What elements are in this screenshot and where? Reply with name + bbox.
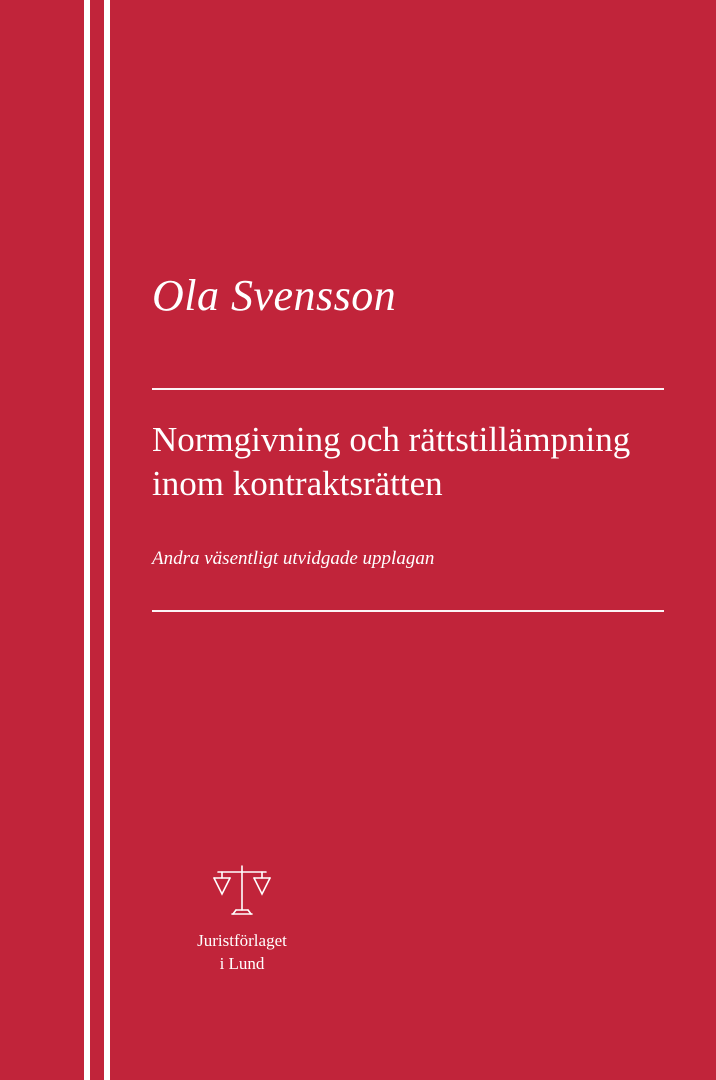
book-title-line-1: Normgivning och rättstillämpning (152, 420, 631, 459)
publisher-name-line-1: Juristförlaget (197, 931, 287, 950)
book-title (152, 418, 664, 507)
book-subtitle: Andra väsentligt utvidgade upplagan (152, 548, 435, 569)
title-rule-bottom (152, 610, 664, 612)
scales-of-justice-icon (212, 862, 272, 920)
publisher-name-line-2: i Lund (219, 953, 265, 973)
spine-rule-outer (84, 0, 90, 1080)
spine-rule-inner (104, 0, 110, 1080)
publisher-block (152, 862, 332, 976)
author-name: Ola Svensson (152, 271, 397, 320)
book-title-line-2: inom kontraktsrätten (152, 464, 443, 504)
title-rule-top (152, 388, 664, 390)
